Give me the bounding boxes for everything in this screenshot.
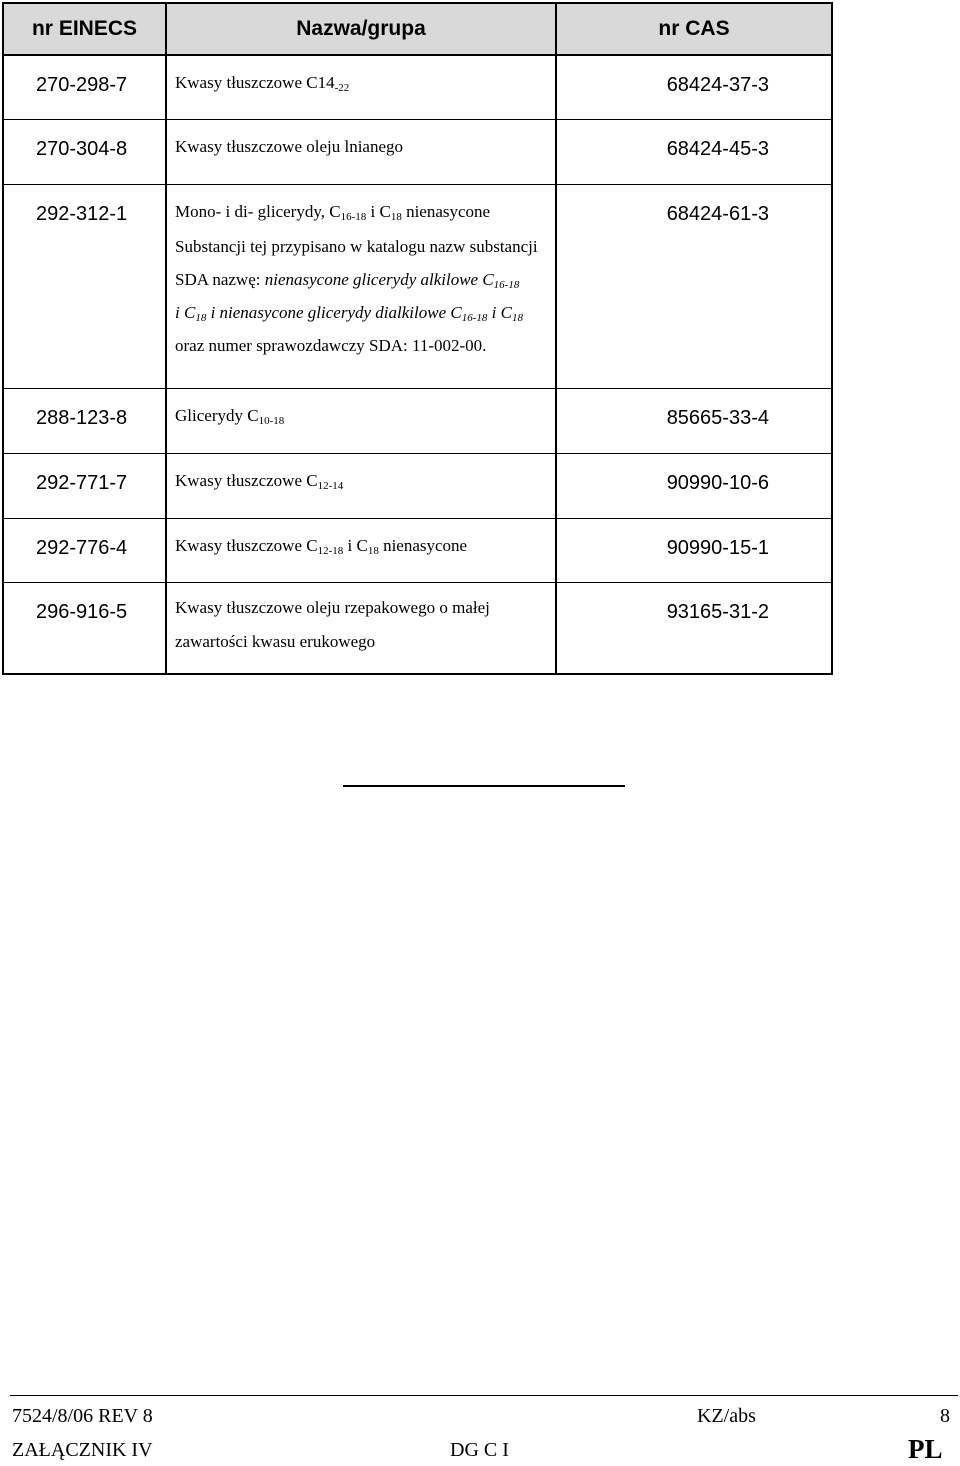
cas-cell: 93165-31-2 [556, 582, 832, 674]
sda-note: Substancji tej przypisano w katalogu nazw substancji SDA nazwę: nienasycone glicerydy alkilowe $C_{16-18}$ i $C_{18}$ i nienasycone glicerydy dialkilowe $C_{16-18}$ i $C_{18}$ oraz numer sprawozdawczy SDA: 11-002-00. [175, 236, 538, 355]
table-row [3, 582, 832, 674]
table-row [3, 518, 832, 582]
einecs-cell: 288-123-8 [3, 388, 166, 453]
header-einecs: nr EINECS [3, 3, 166, 55]
footer-page-number: 8 [940, 1405, 950, 1427]
cas-cell: 68424-45-3 [556, 119, 832, 184]
footer-dg: DG C I [450, 1439, 509, 1461]
footer-annex: ZAŁĄCZNIK IV [12, 1439, 153, 1461]
header-name-group: Nazwa/grupa [166, 3, 556, 55]
footer-doc-ref: 7524/8/06 REV 8 [12, 1405, 153, 1427]
name-cell: Glicerydy $C_{10-18}$ [166, 388, 556, 453]
einecs-cell: 292-312-1 [3, 184, 166, 388]
einecs-cell: 296-916-5 [3, 582, 166, 674]
name-cell: Kwasy tłuszczowe $C14_{-22}$ [166, 55, 556, 119]
table-row [3, 184, 832, 388]
einecs-cell: 270-304-8 [3, 119, 166, 184]
cas-cell: 90990-15-1 [556, 518, 832, 582]
cas-cell: 68424-37-3 [556, 55, 832, 119]
footer-author: KZ/abs [697, 1405, 756, 1427]
table-row [3, 55, 832, 119]
einecs-cell: 292-776-4 [3, 518, 166, 582]
einecs-cell: 292-771-7 [3, 453, 166, 518]
end-separator-line [343, 785, 625, 787]
footer-language: PL [908, 1434, 943, 1464]
einecs-cell: 270-298-7 [3, 55, 166, 119]
name-cell: Kwasy tłuszczowe $C_{12-14}$ [166, 453, 556, 518]
table-row [3, 453, 832, 518]
cas-cell: 68424-61-3 [556, 184, 832, 388]
name-cell: Kwasy tłuszczowe oleju lnianego [166, 119, 556, 184]
header-cas: nr CAS [556, 3, 832, 55]
name-cell: Kwasy tłuszczowe oleju rzepakowego o małej zawartości kwasu erukowego [166, 582, 556, 674]
footer-divider [10, 1395, 958, 1396]
name-cell: Kwasy tłuszczowe $C_{12-18}$ i $C_{18}$ nienasycone [166, 518, 556, 582]
substances-table [2, 2, 833, 675]
table-header-row [3, 3, 832, 55]
cas-cell: 85665-33-4 [556, 388, 832, 453]
cas-cell: 90990-10-6 [556, 453, 832, 518]
table-row [3, 119, 832, 184]
table-row [3, 388, 832, 453]
name-cell: Mono- i di- glicerydy, $C_{16-18}$ i $C_{18}$ nienasycone Substancji tej przypisano w katalogu nazw substancji SDA nazwę: nienasycone glicerydy alkilowe $C_{16-18}$ i $C_{18}$ i nienasycone glicerydy dialkilowe $C_{16-18}$ i $C_{18}$ oraz numer sprawozdawczy SDA: 11-002-00. [166, 184, 556, 388]
